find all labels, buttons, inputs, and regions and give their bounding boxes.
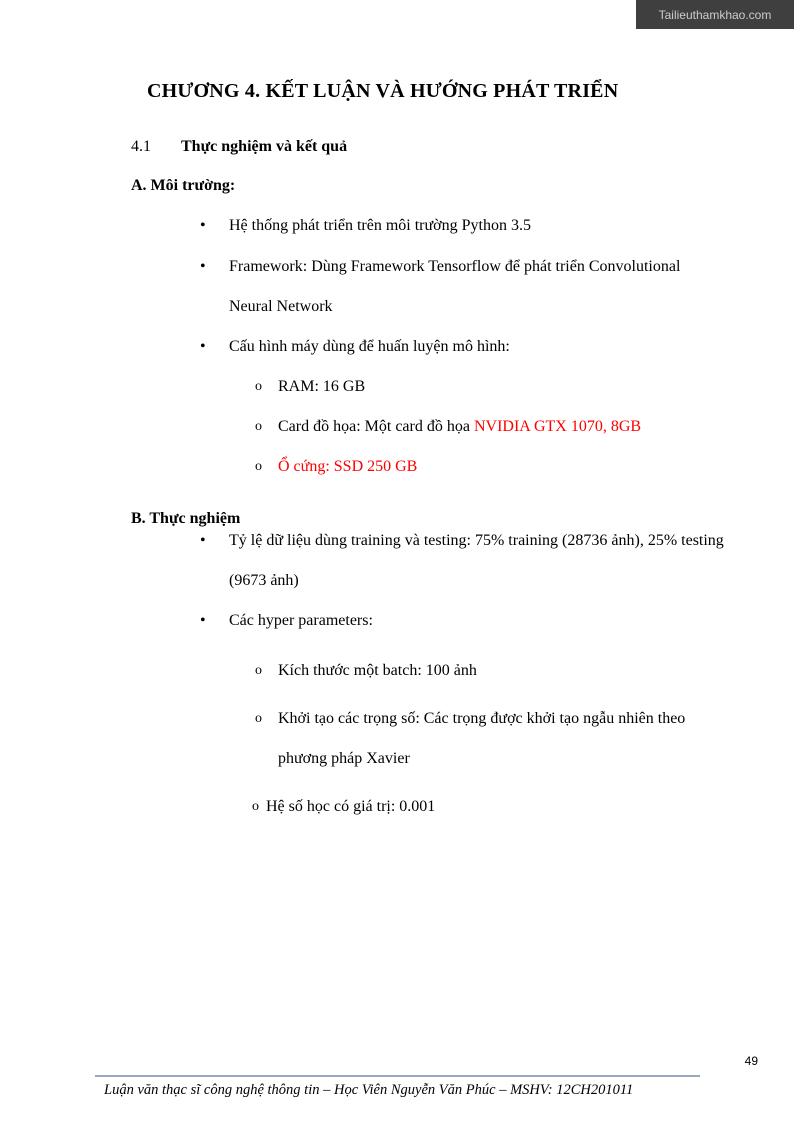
- footer-text: Luận văn thạc sĩ công nghệ thông tin – Học Viên Nguyễn Văn Phúc – MSHV: 12CH201011: [104, 1082, 634, 1098]
- bullet-text: Hệ số học có giá trị: 0.001: [266, 798, 436, 815]
- sub-bullet-learning-rate: [252, 787, 435, 827]
- section-4-1-heading: [131, 136, 347, 158]
- subsection-b-heading: B. Thực nghiệm: [131, 510, 241, 527]
- bullet-disc-icon: •: [200, 532, 206, 549]
- footer-divider: [95, 1075, 700, 1077]
- chapter-title: CHƯƠNG 4. KẾT LUẬN VÀ HƯỚNG PHÁT TRIỂN: [147, 80, 619, 102]
- bullet-text: Ổ cứng: SSD 250 GB: [278, 458, 418, 475]
- bullet-circle-icon: o: [255, 711, 262, 726]
- sub-bullet-batch-size: [255, 651, 477, 691]
- sub-bullet-ssd: [255, 447, 417, 487]
- bullet-circle-icon: o: [252, 799, 259, 814]
- bullet-disc-icon: •: [200, 258, 206, 275]
- sub-bullet-ram: [255, 367, 365, 407]
- bullet-circle-icon: o: [255, 419, 262, 434]
- bullet-train-test-split: [200, 521, 739, 601]
- sub-bullet-gpu: [255, 407, 641, 447]
- bullet-circle-icon: o: [255, 459, 262, 474]
- bullet-text: Các hyper parameters:: [229, 612, 373, 629]
- page-number: 49: [744, 1054, 758, 1068]
- bullet-python-env: [200, 206, 531, 246]
- bullet-text: Tỷ lệ dữ liệu dùng training và testing: 75% training (28736 ảnh), 25% testing (9673 ảnh): [229, 532, 724, 589]
- bullet-disc-icon: •: [200, 338, 206, 355]
- bullet-text: Hệ thống phát triển trên môi trường Python 3.5: [229, 217, 531, 234]
- watermark-badge: [636, 0, 794, 29]
- section-title: Thực nghiệm và kết quả: [181, 138, 348, 155]
- bullet-text: Kích thước một batch: 100 ảnh: [278, 662, 477, 679]
- gpu-text-black: Card đồ họa: Một card đồ họa: [278, 418, 474, 435]
- subsection-a-heading: A. Môi trường:: [131, 177, 236, 194]
- bullet-framework: [200, 247, 723, 327]
- bullet-text: [278, 407, 641, 447]
- bullet-text: Khởi tạo các trọng số: Các trọng được khởi tạo ngẫu nhiên theo phương pháp Xavier: [278, 710, 686, 767]
- bullet-text: Cấu hình máy dùng để huấn luyện mô hình:: [229, 338, 510, 355]
- bullet-text: RAM: 16 GB: [278, 378, 366, 395]
- bullet-disc-icon: •: [200, 217, 206, 234]
- bullet-text: Framework: Dùng Framework Tensorflow để phát triển Convolutional Neural Network: [229, 258, 681, 315]
- bullet-disc-icon: •: [200, 612, 206, 629]
- bullet-hyper-parameters: [200, 601, 373, 641]
- section-number: 4.1: [131, 138, 151, 155]
- bullet-circle-icon: o: [255, 663, 262, 678]
- bullet-machine-config: [200, 327, 510, 367]
- bullet-circle-icon: o: [255, 379, 262, 394]
- sub-bullet-weight-init: [255, 699, 734, 779]
- gpu-text-highlight: NVIDIA GTX 1070, 8GB: [473, 418, 642, 435]
- watermark-text: Tailieuthamkhao.com: [658, 7, 772, 22]
